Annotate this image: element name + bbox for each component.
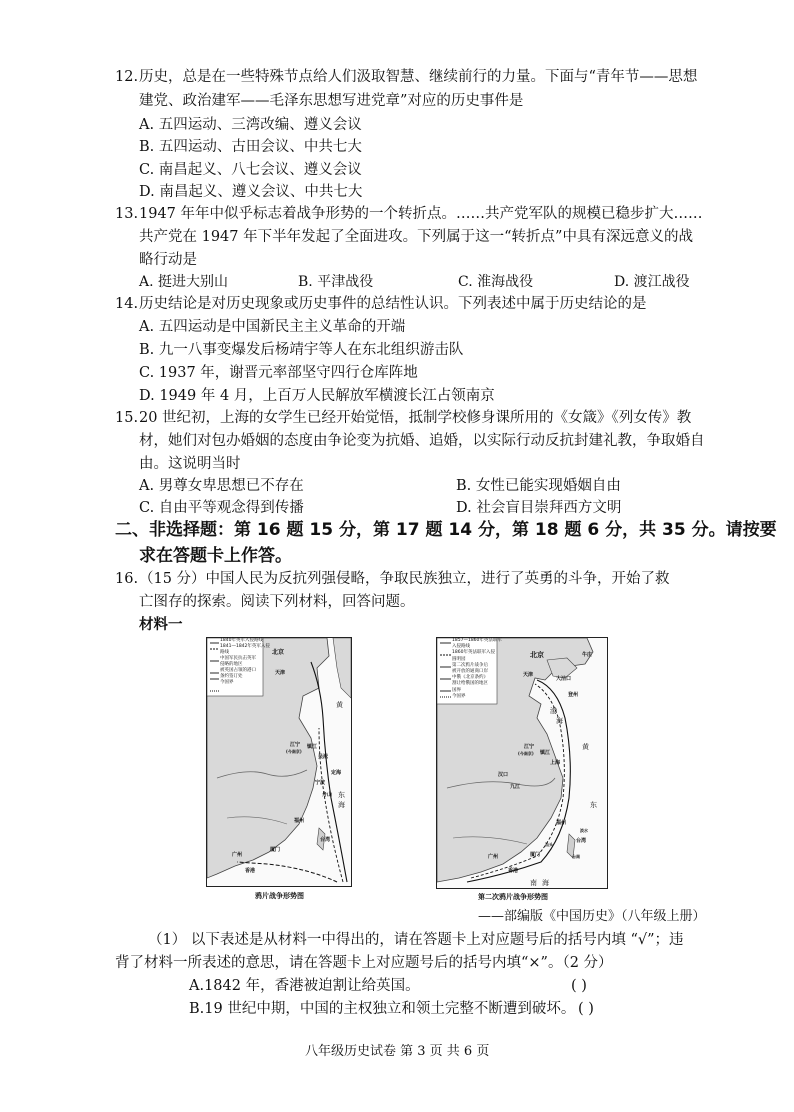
- map2-sea-label: 海: [556, 717, 563, 725]
- q14-number: 14.: [115, 296, 139, 312]
- q15-option-d: D. 社会盲目崇拜西方文明: [456, 500, 622, 516]
- map1-label: 吴淞: [318, 754, 329, 760]
- map2-label: 天津: [523, 672, 534, 678]
- map1-sea-label: 东: [338, 791, 345, 799]
- q13-stem-line1: 1947 年年中似乎标志着战争形势的一个转折点。……共产党军队的规模已稳步扩大……: [139, 206, 703, 222]
- material-source: ——部编版《中国历史》（八年级上册）: [478, 909, 706, 924]
- map2-legend-item: 第二次鸦片战争后: [452, 662, 488, 668]
- map2-legend-item: 今国界: [452, 693, 466, 699]
- map1-sea-label: 海: [338, 801, 345, 809]
- map2-legend-item: 1860年英法联军入侵: [452, 650, 495, 656]
- q14-option-a: A. 五四运动是中国新民主主义革命的开端: [139, 319, 406, 335]
- q16-sub1-line1: （1） 以下表述是从材料一中得出的，请在答题卡上对应题号后的括号内填 “√”；违: [148, 932, 684, 948]
- q15-number: 15.: [115, 410, 139, 426]
- map1-legend-item: 1840年英军入侵路线: [220, 638, 263, 643]
- map1-legend-item: 被英国占领的港口: [220, 668, 256, 673]
- map2-label: 镇江: [540, 750, 551, 756]
- map1-label: 北京: [272, 649, 285, 656]
- map1-label: 镇江: [307, 744, 318, 750]
- section2-heading-line1: 二、非选择题：第 16 题 15 分，第 17 题 14 分，第 18 题 6 分，共 35 分。请按要: [115, 520, 777, 540]
- map1-legend-item: 今国界: [220, 680, 234, 685]
- map2-label: 香港: [508, 868, 519, 874]
- q15-stem-line3: 由。这说明当时: [139, 456, 241, 472]
- map2-label: 大沽口: [556, 676, 572, 682]
- map2-label: 台南: [572, 854, 580, 859]
- map1-label: 定海: [331, 770, 342, 776]
- map1-label: 香港: [245, 868, 256, 874]
- q12-option-a: A. 五四运动、三湾改编、遵义会议: [139, 117, 362, 133]
- map1-label: 天津: [275, 670, 286, 676]
- map2-label: 广州: [488, 854, 499, 860]
- map2-label: 淡水: [580, 828, 588, 833]
- q15-option-b: B. 女性已能实现婚姻自由: [456, 478, 621, 494]
- map2-legend-text: [452, 638, 502, 700]
- q12-option-b: B. 五四运动、古田会议、中共七大: [139, 139, 362, 155]
- map1-legend-item: 侵略的地区: [220, 662, 243, 667]
- map2-label: 汉口: [498, 772, 509, 778]
- map1-label: 江宁: [290, 742, 301, 748]
- q13-option-c: C. 淮海战役: [458, 274, 534, 290]
- map1-sea-label: 黄: [336, 701, 343, 709]
- map1-label: 台湾: [320, 837, 331, 843]
- map1-legend-item: 中国军民抗击英军: [220, 656, 256, 661]
- map2-legend-item: 割让给俄国的地区: [452, 681, 488, 687]
- map2-label: 九江: [510, 784, 521, 790]
- section2-heading-line2: 求在答题卡上作答。: [139, 546, 292, 566]
- map2-sea-label: 南: [530, 879, 537, 887]
- q16-statement-b: B.19 世纪中期，中国的主权独立和领土完整不断遭到破坏。: [189, 1001, 576, 1017]
- map1-label: 厦门: [270, 847, 281, 853]
- map2-sea-label: 海: [542, 879, 549, 887]
- map2-label: 厦门: [530, 852, 541, 858]
- q13-stem-line2: 共产党在 1947 年下半年发起了全面进攻。下列属于这一“转折点”中具有深远意义的战: [139, 229, 693, 245]
- q14-option-c: C. 1937 年，谢晋元率部坚守四行仓库阵地: [139, 365, 418, 381]
- map2-label: 登州: [568, 692, 579, 698]
- answer-paren-b[interactable]: ( ): [578, 1001, 594, 1017]
- q15-option-a: A. 男尊女卑思想已不存在: [139, 478, 304, 494]
- q12-option-c: C. 南昌起义、八七会议、遵义会议: [139, 162, 362, 178]
- map2-caption: 第二次鸦片战争形势图: [478, 893, 548, 901]
- q12-stem-line1: 历史，总是在一些特殊节点给人们汲取智慧、继续前行的力量。下面与“青年节——思想: [139, 69, 698, 85]
- map1-label: 舟山: [322, 792, 333, 798]
- map1-legend-text: [220, 638, 270, 686]
- q14-stem-line1: 历史结论是对历史现象或历史事件的总结性认识。下列表述中属于历史结论的是: [139, 296, 647, 312]
- material-one-label: 材料一: [139, 616, 183, 633]
- map2-sea-label: 黄: [582, 743, 589, 751]
- map2-label: 江宁: [524, 744, 535, 750]
- q15-option-c: C. 自由平等观念得到传播: [139, 500, 304, 516]
- map1-caption: 鸦片战争形势图: [255, 892, 304, 900]
- map2-label: 上海: [550, 760, 561, 766]
- map2-legend-item: 圆明园: [452, 656, 466, 662]
- map2-label: 牛庄: [582, 652, 593, 658]
- map2-label: 福州: [556, 820, 567, 826]
- map2-sea-label: 东: [590, 801, 597, 809]
- map1-label: 广州: [232, 852, 243, 858]
- q16-statement-a: A.1842 年，香港被迫割让给英国。: [189, 978, 420, 994]
- map2-legend-item: 1857—1860年英法联军: [452, 638, 502, 643]
- map2-label: 台湾: [576, 838, 587, 844]
- q13-option-d: D. 渡江战役: [614, 274, 690, 290]
- q16-number: 16.: [115, 571, 139, 587]
- q12-option-d: D. 南昌起义、遵义会议、中共七大: [139, 184, 363, 200]
- map2-legend-item: 中俄《北京条约》: [452, 675, 488, 681]
- map1-label: (今南京): [286, 749, 302, 754]
- map2-label: (今南京): [518, 751, 534, 756]
- q12-stem-line2: 建党、政治建军——毛泽东思想写进党章”对应的历史事件是: [139, 93, 524, 109]
- q13-option-b: B. 平津战役: [298, 274, 374, 290]
- q13-stem-line3: 略行动是: [139, 252, 197, 268]
- q15-stem-line1: 20 世纪初，上海的女学生已经开始觉悟，抵制学校修身课所用的《女箴》《列女传》教: [139, 410, 692, 426]
- map1-label: 福州: [294, 818, 305, 824]
- q13-number: 13.: [115, 206, 139, 222]
- map1-label: 宁波: [315, 780, 326, 786]
- q13-option-a: A. 挺进大别山: [139, 274, 229, 290]
- q16-stem-line2: 亡图存的探索。阅读下列材料，回答问题。: [139, 594, 415, 610]
- map1-legend-item: 路线: [220, 650, 229, 655]
- map1-legend-item: 1841—1842年英军入侵: [220, 644, 270, 649]
- q14-option-d: D. 1949 年 4 月，上百万人民解放军横渡长江占领南京: [139, 388, 495, 404]
- page-footer: 八年级历史试卷 第 3 页 共 6 页: [305, 1044, 490, 1059]
- answer-paren-a[interactable]: ( ): [571, 978, 587, 994]
- q16-sub1-line2: 背了材料一所表述的意思，请在答题卡上对应题号后的括号内填“×”。（2 分）: [115, 955, 613, 971]
- map2-label: 北京: [530, 651, 544, 659]
- q12-number: 12.: [115, 69, 139, 85]
- q16-stem-line1: （15 分）中国人民为反抗列强侵略，争取民族独立，进行了英勇的斗争，开始了救: [139, 571, 670, 587]
- q15-stem-line2: 材，她们对包办婚姻的态度由争论变为抗婚、追婚，以实际行动反抗封建礼教，争取婚自: [139, 433, 705, 449]
- map2-legend-item: 国界: [452, 687, 461, 693]
- map2-label: 汕头: [545, 842, 553, 847]
- map2-legend-item: 被开放的通商口岸: [452, 669, 488, 675]
- map2-sea-label: 渤: [550, 707, 557, 715]
- map2-legend-item: 入侵路线: [452, 644, 470, 650]
- q14-option-b: B. 九一八事变爆发后杨靖宇等人在东北组织游击队: [139, 342, 464, 358]
- map1-legend-item: 条约签订处: [220, 674, 243, 679]
